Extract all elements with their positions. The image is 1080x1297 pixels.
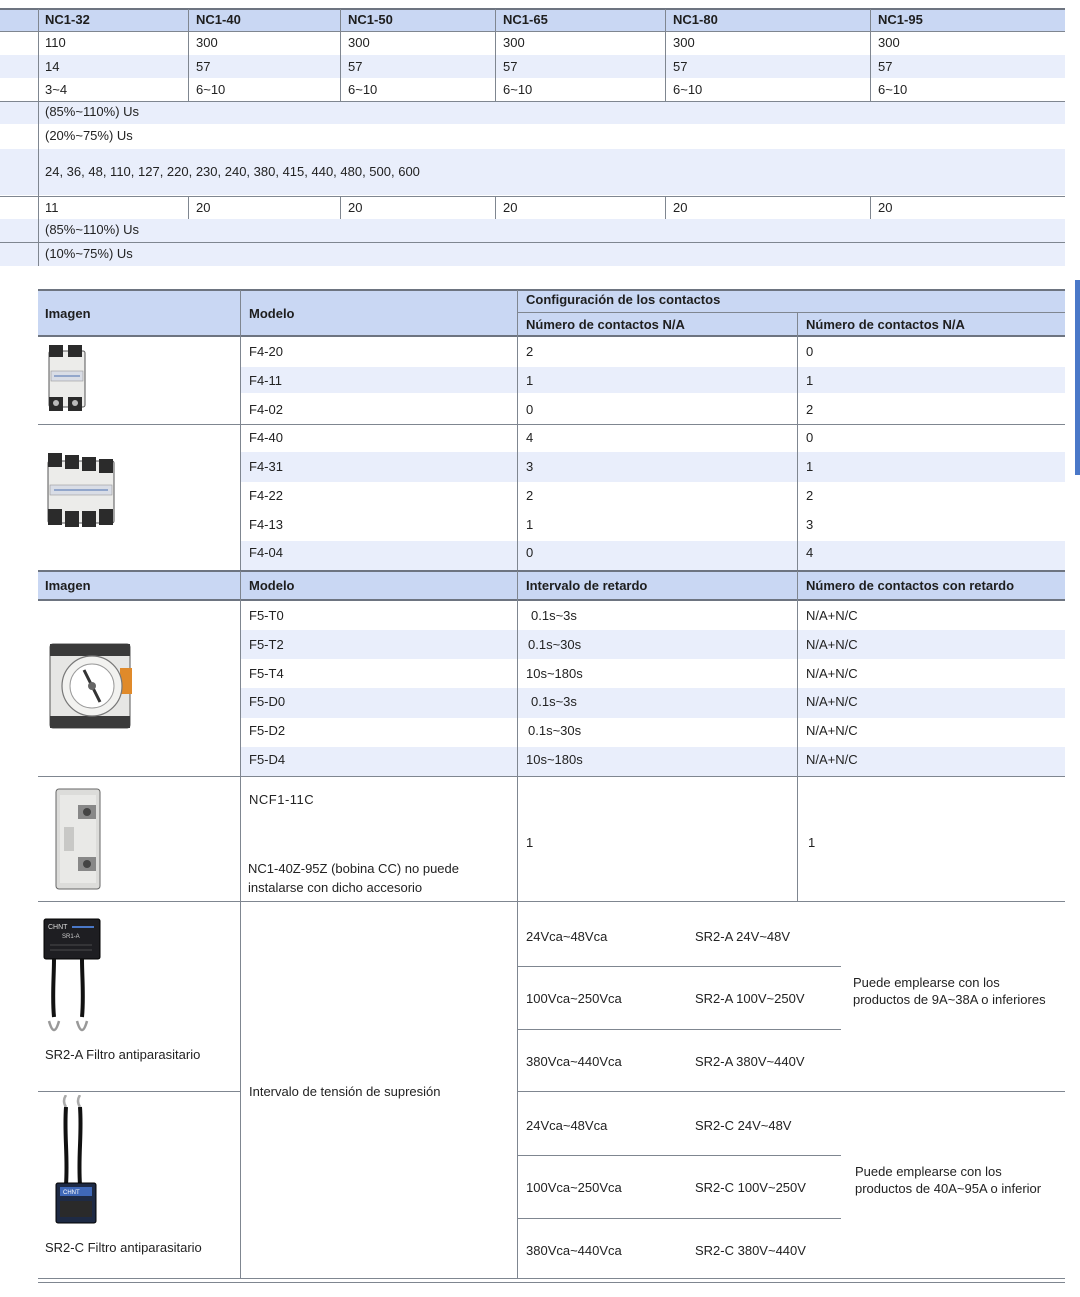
top-cell: 300 — [673, 35, 695, 50]
top-cell: 300 — [196, 35, 218, 50]
timer-delay: 0.1s~3s — [531, 694, 577, 709]
top-cell: 57 — [196, 59, 211, 74]
top-zebra — [0, 219, 1065, 242]
side-contact-note-1: NC1-40Z-95Z (bobina CC) no puede — [248, 861, 459, 876]
aux-nc-count: 0 — [806, 344, 814, 359]
top-cell: 6~10 — [503, 82, 533, 97]
sr2a-device-label: SR1-A — [62, 934, 80, 940]
timer-model: F5-D2 — [249, 723, 286, 738]
top-table-col-rule — [495, 196, 496, 219]
top-table-col-rule — [188, 9, 189, 101]
aux-rule — [38, 424, 1065, 425]
filter-rule — [38, 1282, 1065, 1283]
aux-zebra — [241, 452, 1065, 482]
sr2a-model: SR2-A 100V~250V — [695, 991, 805, 1006]
sr2a-model: SR2-A 24V~48V — [695, 929, 791, 944]
aux-rule — [38, 335, 1065, 337]
sr2c-brand-label: CHNT — [63, 1190, 80, 1196]
top-cell: 11 — [45, 200, 59, 215]
sr2c-range: 380Vca~440Vca — [526, 1243, 622, 1258]
timer-header-delay: Intervalo de retardo — [526, 578, 648, 593]
top-cell: 300 — [348, 35, 370, 50]
timer-zebra — [241, 747, 1065, 776]
top-cell: 57 — [673, 59, 688, 74]
top-cell: 300 — [878, 35, 900, 50]
timer-header-model: Modelo — [249, 578, 295, 593]
filter-rule — [38, 1091, 240, 1092]
coil-voltages: 24, 36, 48, 110, 127, 220, 230, 240, 380, 415, 440, 480, 500, 600 — [45, 164, 420, 179]
aux-no-count: 1 — [526, 373, 534, 388]
timer-contacts: N/A+N/C — [806, 694, 858, 709]
top-cell: 57 — [878, 59, 893, 74]
timer-model: F5-T2 — [249, 637, 284, 652]
aux-contact-4pole-image — [44, 453, 118, 529]
aux-no-count: 2 — [526, 344, 534, 359]
timer-contacts: N/A+N/C — [806, 608, 858, 623]
aux-no-count: 4 — [526, 430, 534, 445]
top-table-col-rule — [870, 196, 871, 219]
top-cell: 20 — [196, 200, 211, 215]
side-rule — [38, 901, 1065, 902]
timer-col-rule — [240, 571, 241, 777]
pickup-ac: (85%~110%) Us — [45, 104, 140, 119]
top-table-col-rule — [870, 9, 871, 101]
timer-zebra — [241, 630, 1065, 659]
top-table-col-rule — [340, 196, 341, 219]
timer-rule — [38, 776, 1065, 777]
aux-no-count: 1 — [526, 517, 534, 532]
sr2c-range: 100Vca~250Vca — [526, 1180, 622, 1195]
top-cell: 20 — [673, 200, 688, 215]
aux-rule — [518, 312, 1065, 313]
timer-col-rule — [517, 571, 518, 777]
timer-model: F5-T4 — [249, 666, 284, 681]
sr2c-filter-image — [50, 1095, 102, 1227]
top-cell: 20 — [503, 200, 518, 215]
top-table-col-rule — [495, 9, 496, 101]
top-table-rule — [0, 101, 1065, 102]
top-cell: 20 — [878, 200, 893, 215]
filter-rule — [518, 1029, 841, 1030]
top-cell: 57 — [348, 59, 363, 74]
top-cell: 6~10 — [196, 82, 226, 97]
side-contact-note-2: instalarse con dicho accesorio — [248, 880, 423, 895]
timer-delay: 0.1s~30s — [528, 637, 582, 652]
aux-no-count: 2 — [526, 488, 534, 503]
top-table-col-rule — [665, 196, 666, 219]
timer-contacts: N/A+N/C — [806, 723, 858, 738]
aux-model: F4-22 — [249, 488, 283, 503]
timer-zebra — [241, 688, 1065, 718]
top-table-rule — [0, 242, 1065, 243]
top-zebra — [0, 102, 1065, 124]
top-cell: 6~10 — [878, 82, 908, 97]
timer-header-contacts: Número de contactos con retardo — [806, 578, 1015, 593]
scrollbar-thumb[interactable] — [1075, 280, 1080, 475]
top-cell: 300 — [503, 35, 525, 50]
timer-model: F5-D0 — [249, 694, 286, 709]
filter-rule — [38, 1278, 1065, 1279]
aux-no-count: 0 — [526, 545, 534, 560]
aux-header-model: Modelo — [249, 306, 295, 321]
aux-nc-count: 4 — [806, 545, 814, 560]
timer-header-image: Imagen — [45, 578, 91, 593]
top-table-col-rule — [340, 9, 341, 101]
aux-no-count: 3 — [526, 459, 534, 474]
filter-rule — [518, 1091, 1065, 1092]
filter-col-rule — [517, 902, 518, 1278]
side-col-rule — [797, 777, 798, 901]
sr2c-model: SR2-C 100V~250V — [695, 1180, 806, 1195]
top-header-nc1-32: NC1-32 — [45, 12, 90, 27]
filter-rule — [518, 966, 841, 967]
filter-rule — [518, 1218, 841, 1219]
aux-header-no2: Número de contactos N/A — [806, 317, 965, 332]
top-table-col-rule — [665, 9, 666, 101]
top-table-rule — [0, 196, 1065, 197]
aux-nc-count: 0 — [806, 430, 814, 445]
timer-contacts: N/A+N/C — [806, 666, 858, 681]
aux-no-count: 0 — [526, 402, 534, 417]
top-table-col-rule — [188, 196, 189, 219]
top-header-nc1-80: NC1-80 — [673, 12, 718, 27]
top-header-nc1-65: NC1-65 — [503, 12, 548, 27]
aux-model: F4-02 — [249, 402, 283, 417]
timer-contacts: N/A+N/C — [806, 637, 858, 652]
top-cell: 14 — [45, 59, 60, 74]
top-cell: 20 — [348, 200, 363, 215]
aux-nc-count: 1 — [806, 373, 814, 388]
sr2a-range: 100Vca~250Vca — [526, 991, 622, 1006]
filter-rule — [518, 1155, 841, 1156]
top-table-col-rule — [38, 9, 39, 266]
sr2a-filter-image — [42, 917, 102, 1039]
suppression-range-label: Intervalo de tensión de supresión — [249, 1084, 441, 1099]
timer-delay: 0.1s~30s — [528, 723, 582, 738]
pickup-dc: (85%~110%) Us — [45, 222, 140, 237]
aux-contact-2pole-image — [46, 345, 88, 413]
side-col-rule — [517, 777, 518, 901]
timer-delay: 0.1s~3s — [531, 608, 577, 623]
top-table-rule — [0, 8, 1065, 10]
aux-header-config: Configuración de los contactos — [526, 292, 721, 307]
aux-model: F4-11 — [249, 373, 282, 388]
top-header-nc1-50: NC1-50 — [348, 12, 393, 27]
aux-nc-count: 3 — [806, 517, 814, 532]
sr2a-caption: SR2-A Filtro antiparasitario — [45, 1047, 201, 1062]
top-cell: 6~10 — [348, 82, 378, 97]
aux-model: F4-31 — [249, 459, 283, 474]
timer-model: F5-D4 — [249, 752, 286, 767]
top-cell: 3~4 — [45, 82, 68, 97]
dropout-dc: (10%~75%) Us — [45, 246, 133, 261]
aux-model: F4-20 — [249, 344, 283, 359]
aux-model: F4-40 — [249, 430, 283, 445]
timer-module-image — [44, 640, 136, 732]
sr2a-brand-label: CHNT — [48, 924, 68, 931]
top-header-nc1-95: NC1-95 — [878, 12, 923, 27]
aux-header-image: Imagen — [45, 306, 91, 321]
dropout-ac: (20%~75%) Us — [45, 128, 133, 143]
sr2a-note-1: Puede emplearse con los — [853, 975, 1000, 990]
top-table-rule — [0, 31, 1065, 32]
sr2a-note-2: productos de 9A~38A o inferiores — [853, 992, 1046, 1007]
aux-col-rule — [517, 290, 518, 570]
aux-col-rule — [797, 312, 798, 570]
aux-model: F4-13 — [249, 517, 283, 532]
top-cell: 57 — [503, 59, 518, 74]
timer-rule — [38, 599, 1065, 601]
aux-model: F4-04 — [249, 545, 283, 560]
sr2c-caption: SR2-C Filtro antiparasitario — [45, 1240, 202, 1255]
sr2a-model: SR2-A 380V~440V — [695, 1054, 805, 1069]
sr2c-note-1: Puede emplearse con los — [855, 1164, 1002, 1179]
timer-col-rule — [797, 571, 798, 777]
sr2c-range: 24Vca~48Vca — [526, 1118, 608, 1133]
filter-col-rule — [240, 902, 241, 1278]
aux-zebra — [241, 367, 1065, 393]
aux-rule — [38, 289, 1065, 291]
timer-delay: 10s~180s — [526, 752, 583, 767]
aux-nc-count: 2 — [806, 488, 814, 503]
top-header-nc1-40: NC1-40 — [196, 12, 241, 27]
sr2a-range: 24Vca~48Vca — [526, 929, 608, 944]
timer-rule — [38, 570, 1065, 572]
sr2c-model: SR2-C 380V~440V — [695, 1243, 806, 1258]
sr2a-range: 380Vca~440Vca — [526, 1054, 622, 1069]
side-contact-nc: 1 — [808, 835, 816, 850]
side-contact-image — [50, 787, 106, 891]
side-col-rule — [240, 777, 241, 901]
top-zebra — [0, 55, 1065, 78]
timer-delay: 10s~180s — [526, 666, 583, 681]
side-contact-model: NCF1-11C — [249, 792, 315, 807]
aux-nc-count: 2 — [806, 402, 814, 417]
aux-zebra — [241, 541, 1065, 570]
sr2c-model: SR2-C 24V~48V — [695, 1118, 792, 1133]
aux-nc-count: 1 — [806, 459, 814, 474]
aux-header-no1: Número de contactos N/A — [526, 317, 685, 332]
aux-col-rule — [240, 290, 241, 570]
top-cell: 6~10 — [673, 82, 703, 97]
top-zebra — [0, 243, 1065, 266]
sr2c-note-2: productos de 40A~95A o inferior — [855, 1181, 1042, 1196]
side-contact-no: 1 — [526, 835, 534, 850]
top-cell: 110 — [45, 35, 66, 50]
timer-model: F5-T0 — [249, 608, 284, 623]
timer-contacts: N/A+N/C — [806, 752, 858, 767]
